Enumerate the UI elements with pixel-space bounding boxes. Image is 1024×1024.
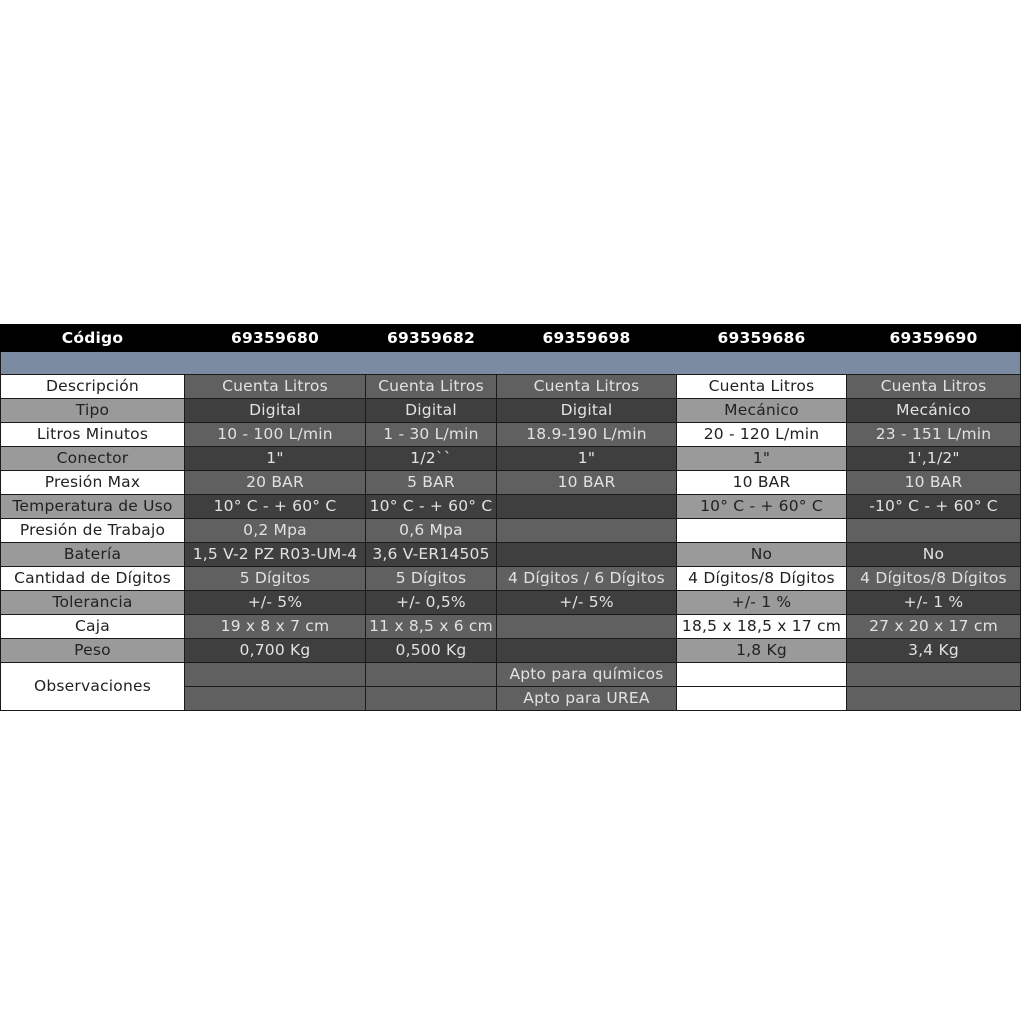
table-cell xyxy=(847,687,1021,711)
table-cell: +/- 5% xyxy=(185,591,366,615)
table-row xyxy=(1,591,1021,615)
table-row xyxy=(1,375,1021,399)
header-code: 69359698 xyxy=(497,325,677,352)
table-cell: 10° C - + 60° C xyxy=(185,495,366,519)
table-cell: 18.9-190 L/min xyxy=(497,423,677,447)
table-row xyxy=(1,639,1021,663)
table-row xyxy=(1,495,1021,519)
row-label: Peso xyxy=(1,639,185,663)
row-label: Tipo xyxy=(1,399,185,423)
table-cell: 1 - 30 L/min xyxy=(366,423,497,447)
table-cell: 0,6 Mpa xyxy=(366,519,497,543)
table-cell: +/- 1 % xyxy=(677,591,847,615)
table-cell xyxy=(847,663,1021,687)
table-cell: Mecánico xyxy=(847,399,1021,423)
table-cell: 18,5 x 18,5 x 17 cm xyxy=(677,615,847,639)
table-cell: Cuenta Litros xyxy=(366,375,497,399)
table-row xyxy=(1,447,1021,471)
row-label: Litros Minutos xyxy=(1,423,185,447)
table-cell xyxy=(847,519,1021,543)
table-cell: 1" xyxy=(497,447,677,471)
row-label: Presión Max xyxy=(1,471,185,495)
table-cell: 3,4 Kg xyxy=(847,639,1021,663)
header-code: 69359686 xyxy=(677,325,847,352)
table-cell: Digital xyxy=(366,399,497,423)
table-row xyxy=(1,615,1021,639)
table-cell xyxy=(497,543,677,567)
table-cell xyxy=(497,495,677,519)
table-cell: Apto para químicos xyxy=(497,663,677,687)
table-cell: 10 BAR xyxy=(497,471,677,495)
row-label: Observaciones xyxy=(1,663,185,711)
table-cell xyxy=(497,639,677,663)
row-label: Presión de Trabajo xyxy=(1,519,185,543)
table-cell: 1,5 V-2 PZ R03-UM-4 xyxy=(185,543,366,567)
table-cell: +/- 0,5% xyxy=(366,591,497,615)
table-cell: 10° C - + 60° C xyxy=(366,495,497,519)
table-cell: 4 Dígitos/8 Dígitos xyxy=(677,567,847,591)
table-row xyxy=(1,423,1021,447)
header-code: 69359682 xyxy=(366,325,497,352)
table-cell: 23 - 151 L/min xyxy=(847,423,1021,447)
table-row xyxy=(1,663,1021,687)
table-cell: 10 BAR xyxy=(847,471,1021,495)
table-cell xyxy=(677,519,847,543)
table-cell: Mecánico xyxy=(677,399,847,423)
table-cell: 1" xyxy=(677,447,847,471)
table-cell: 3,6 V-ER14505 xyxy=(366,543,497,567)
row-label: Caja xyxy=(1,615,185,639)
table-cell: 0,700 Kg xyxy=(185,639,366,663)
table-cell: 4 Dígitos / 6 Dígitos xyxy=(497,567,677,591)
table-cell xyxy=(677,687,847,711)
table-cell: 1,8 Kg xyxy=(677,639,847,663)
row-label: Descripción xyxy=(1,375,185,399)
separator-band xyxy=(1,352,1021,375)
table-cell: 19 x 8 x 7 cm xyxy=(185,615,366,639)
row-label: Temperatura de Uso xyxy=(1,495,185,519)
table-cell: 0,2 Mpa xyxy=(185,519,366,543)
table-cell: 5 Dígitos xyxy=(366,567,497,591)
table-row xyxy=(1,567,1021,591)
table-cell: 1',1/2" xyxy=(847,447,1021,471)
table-cell xyxy=(497,519,677,543)
table-cell: +/- 5% xyxy=(497,591,677,615)
table-cell: 20 - 120 L/min xyxy=(677,423,847,447)
table-row xyxy=(1,471,1021,495)
table-cell: 10° C - + 60° C xyxy=(677,495,847,519)
table-cell: Digital xyxy=(497,399,677,423)
table-cell xyxy=(185,663,366,687)
row-label: Tolerancia xyxy=(1,591,185,615)
table-row xyxy=(1,543,1021,567)
table-cell: -10° C - + 60° C xyxy=(847,495,1021,519)
table-cell: 5 BAR xyxy=(366,471,497,495)
table-cell: No xyxy=(847,543,1021,567)
row-label: Batería xyxy=(1,543,185,567)
table-cell: 4 Dígitos/8 Dígitos xyxy=(847,567,1021,591)
table-row xyxy=(1,519,1021,543)
table-cell: Cuenta Litros xyxy=(497,375,677,399)
table-cell xyxy=(497,615,677,639)
table-cell xyxy=(366,663,497,687)
header-row xyxy=(1,325,1021,352)
table-cell: 1" xyxy=(185,447,366,471)
table-cell xyxy=(185,687,366,711)
table-row xyxy=(1,399,1021,423)
table-cell: 20 BAR xyxy=(185,471,366,495)
table-cell: 10 BAR xyxy=(677,471,847,495)
table-cell: 1/2`` xyxy=(366,447,497,471)
row-label: Cantidad de Dígitos xyxy=(1,567,185,591)
table-cell: Cuenta Litros xyxy=(185,375,366,399)
table-cell: 10 - 100 L/min xyxy=(185,423,366,447)
table-cell: Apto para UREA xyxy=(497,687,677,711)
table-cell: No xyxy=(677,543,847,567)
table-cell: Cuenta Litros xyxy=(677,375,847,399)
table-cell: Digital xyxy=(185,399,366,423)
header-code: 69359680 xyxy=(185,325,366,352)
table-cell: 11 x 8,5 x 6 cm xyxy=(366,615,497,639)
table-cell xyxy=(677,663,847,687)
table-cell: 27 x 20 x 17 cm xyxy=(847,615,1021,639)
row-label: Conector xyxy=(1,447,185,471)
table-cell: +/- 1 % xyxy=(847,591,1021,615)
table-cell: Cuenta Litros xyxy=(847,375,1021,399)
table-cell xyxy=(366,687,497,711)
table-cell: 5 Dígitos xyxy=(185,567,366,591)
header-codigo: Código xyxy=(1,325,185,352)
product-spec-table xyxy=(0,324,1021,711)
header-code: 69359690 xyxy=(847,325,1021,352)
table-cell: 0,500 Kg xyxy=(366,639,497,663)
band-cell xyxy=(1,352,1021,375)
